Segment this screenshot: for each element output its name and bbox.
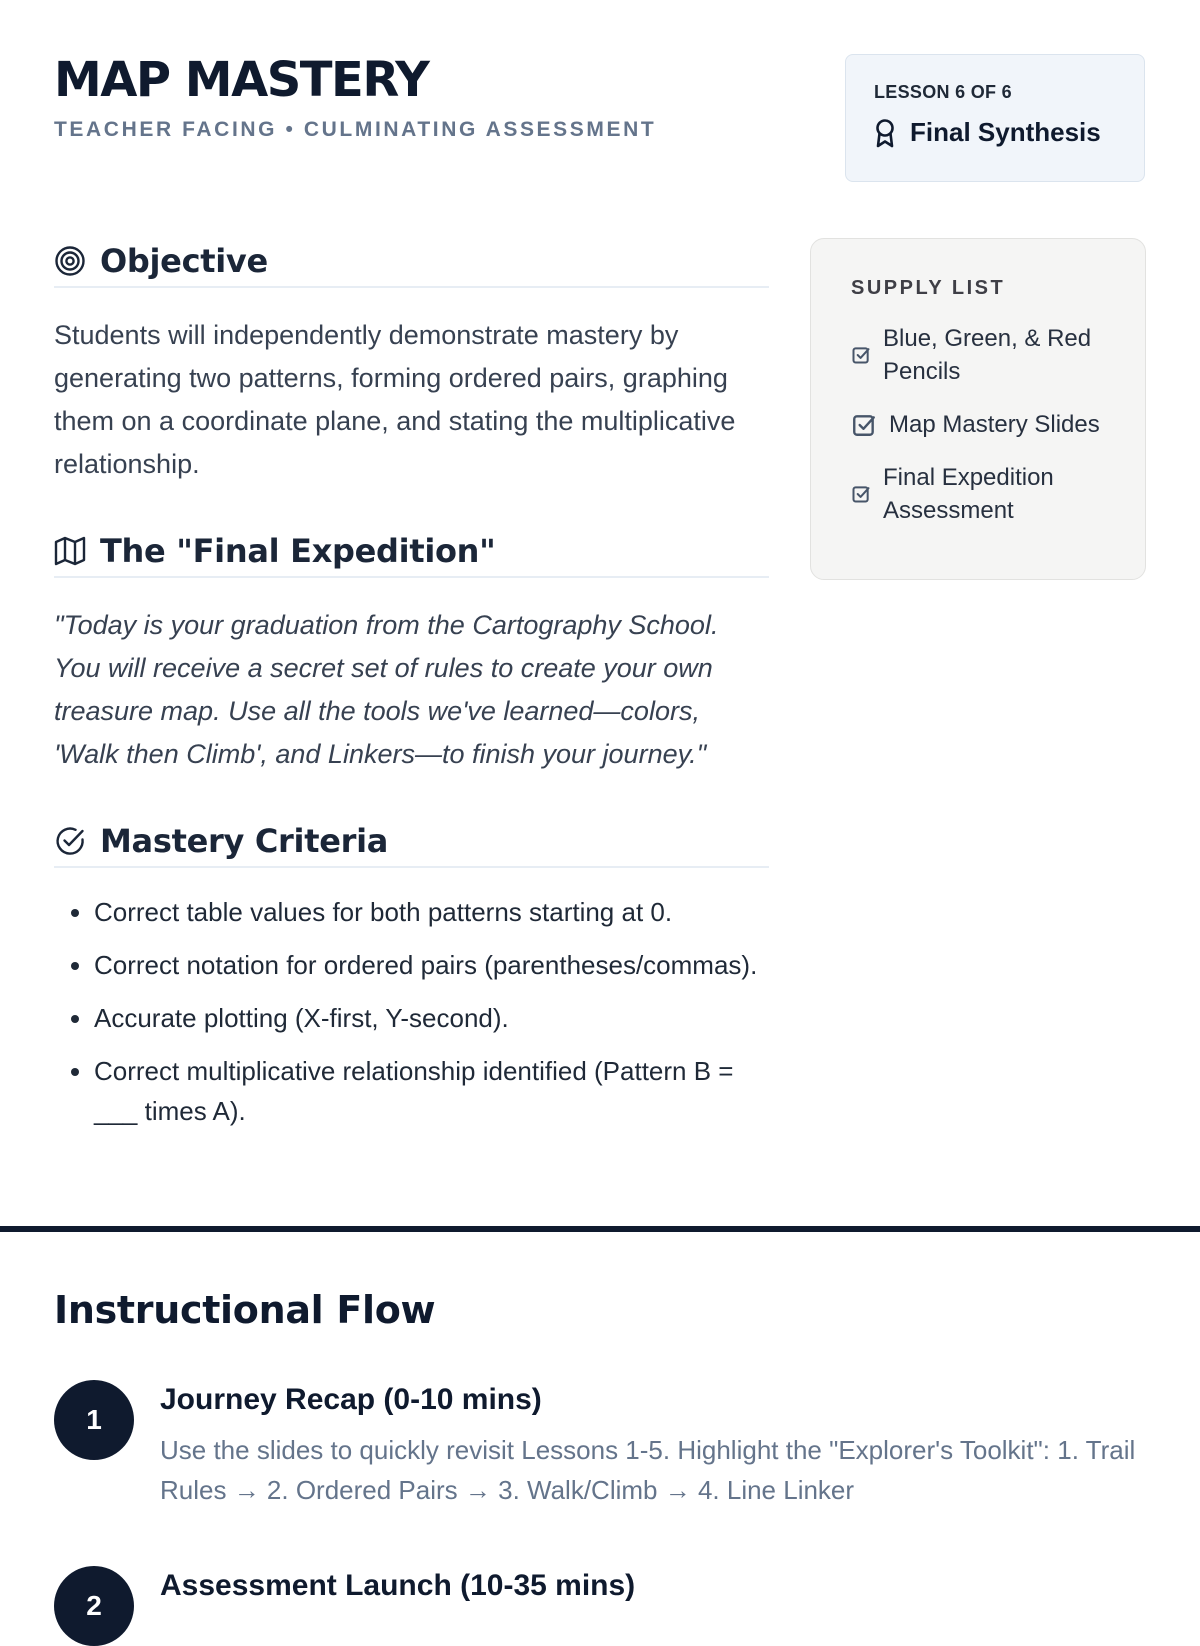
- checkbox-icon: [851, 345, 871, 365]
- objective-text: Students will independently demonstrate mastery by generating two patterns, forming ordered pairs, graphing them on a coordinate plane, and stating the multiplicative relationship.: [54, 320, 736, 479]
- criteria-item: • Correct multiplicative relationship identified (Pattern B = ___ times A).: [94, 1051, 776, 1131]
- criteria-item: • Correct table values for both patterns starting at 0.: [94, 892, 776, 932]
- page-title: MAP MASTERY: [54, 52, 429, 108]
- map-icon: [54, 536, 86, 566]
- criteria-heading-row: [54, 816, 769, 868]
- section-divider: [0, 1226, 1200, 1232]
- step-number-badge: 1: [54, 1380, 134, 1460]
- flow-heading: Instructional Flow: [54, 1288, 436, 1332]
- supply-list-card: [810, 238, 1146, 580]
- target-icon: [54, 245, 86, 277]
- criteria-item: • Accurate plotting (X-first, Y-second).: [94, 998, 776, 1038]
- supply-item: [851, 322, 1105, 388]
- criteria-list: [54, 892, 776, 1144]
- step-title: Assessment Launch (10-35 mins): [160, 1569, 636, 1602]
- step-description: Use the slides to quickly revisit Lessons 1-5. Highlight the "Explorer's Toolkit": 1. Trail Rules → 2. Ordered Pairs → 3. Walk/Climb → 4. Line Linker: [160, 1435, 1136, 1505]
- award-ribbon-icon: [874, 118, 896, 148]
- criteria-heading: Mastery Criteria: [100, 822, 389, 860]
- checkbox-icon: [851, 484, 871, 504]
- expedition-quote: "Today is your graduation from the Cartography School. You will receive a secret set of rules to create your own treasure map. Use all the tools we've learned—colors, 'Walk then Climb', and Linkers—to finish your journey.": [54, 610, 719, 769]
- objective-heading: Objective: [100, 242, 268, 280]
- supply-item-label: Final Expedition Assessment: [883, 464, 1054, 524]
- step-number-badge: 2: [54, 1566, 134, 1646]
- lesson-name: Final Synthesis: [910, 117, 1101, 147]
- supply-item: [851, 461, 1105, 527]
- step-title: Journey Recap (0-10 mins): [160, 1383, 542, 1416]
- lesson-name-row: [874, 117, 1144, 148]
- supply-item: [851, 408, 1105, 441]
- expedition-heading: The "Final Expedition": [100, 532, 496, 570]
- supply-item-label: Blue, Green, & Red Pencils: [883, 325, 1092, 385]
- check-circle-icon: [54, 825, 86, 857]
- lesson-badge: [845, 54, 1145, 182]
- expedition-heading-row: [54, 526, 769, 578]
- supply-item-label: Map Mastery Slides: [889, 411, 1100, 438]
- objective-heading-row: [54, 236, 769, 288]
- checkbox-icon: [851, 412, 877, 438]
- supply-list-heading: SUPPLY LIST: [851, 277, 1006, 299]
- lesson-label: LESSON 6 OF 6: [874, 82, 1012, 102]
- page-subtitle: TEACHER FACING • CULMINATING ASSESSMENT: [54, 118, 657, 141]
- criteria-item: • Correct notation for ordered pairs (parentheses/commas).: [94, 945, 776, 985]
